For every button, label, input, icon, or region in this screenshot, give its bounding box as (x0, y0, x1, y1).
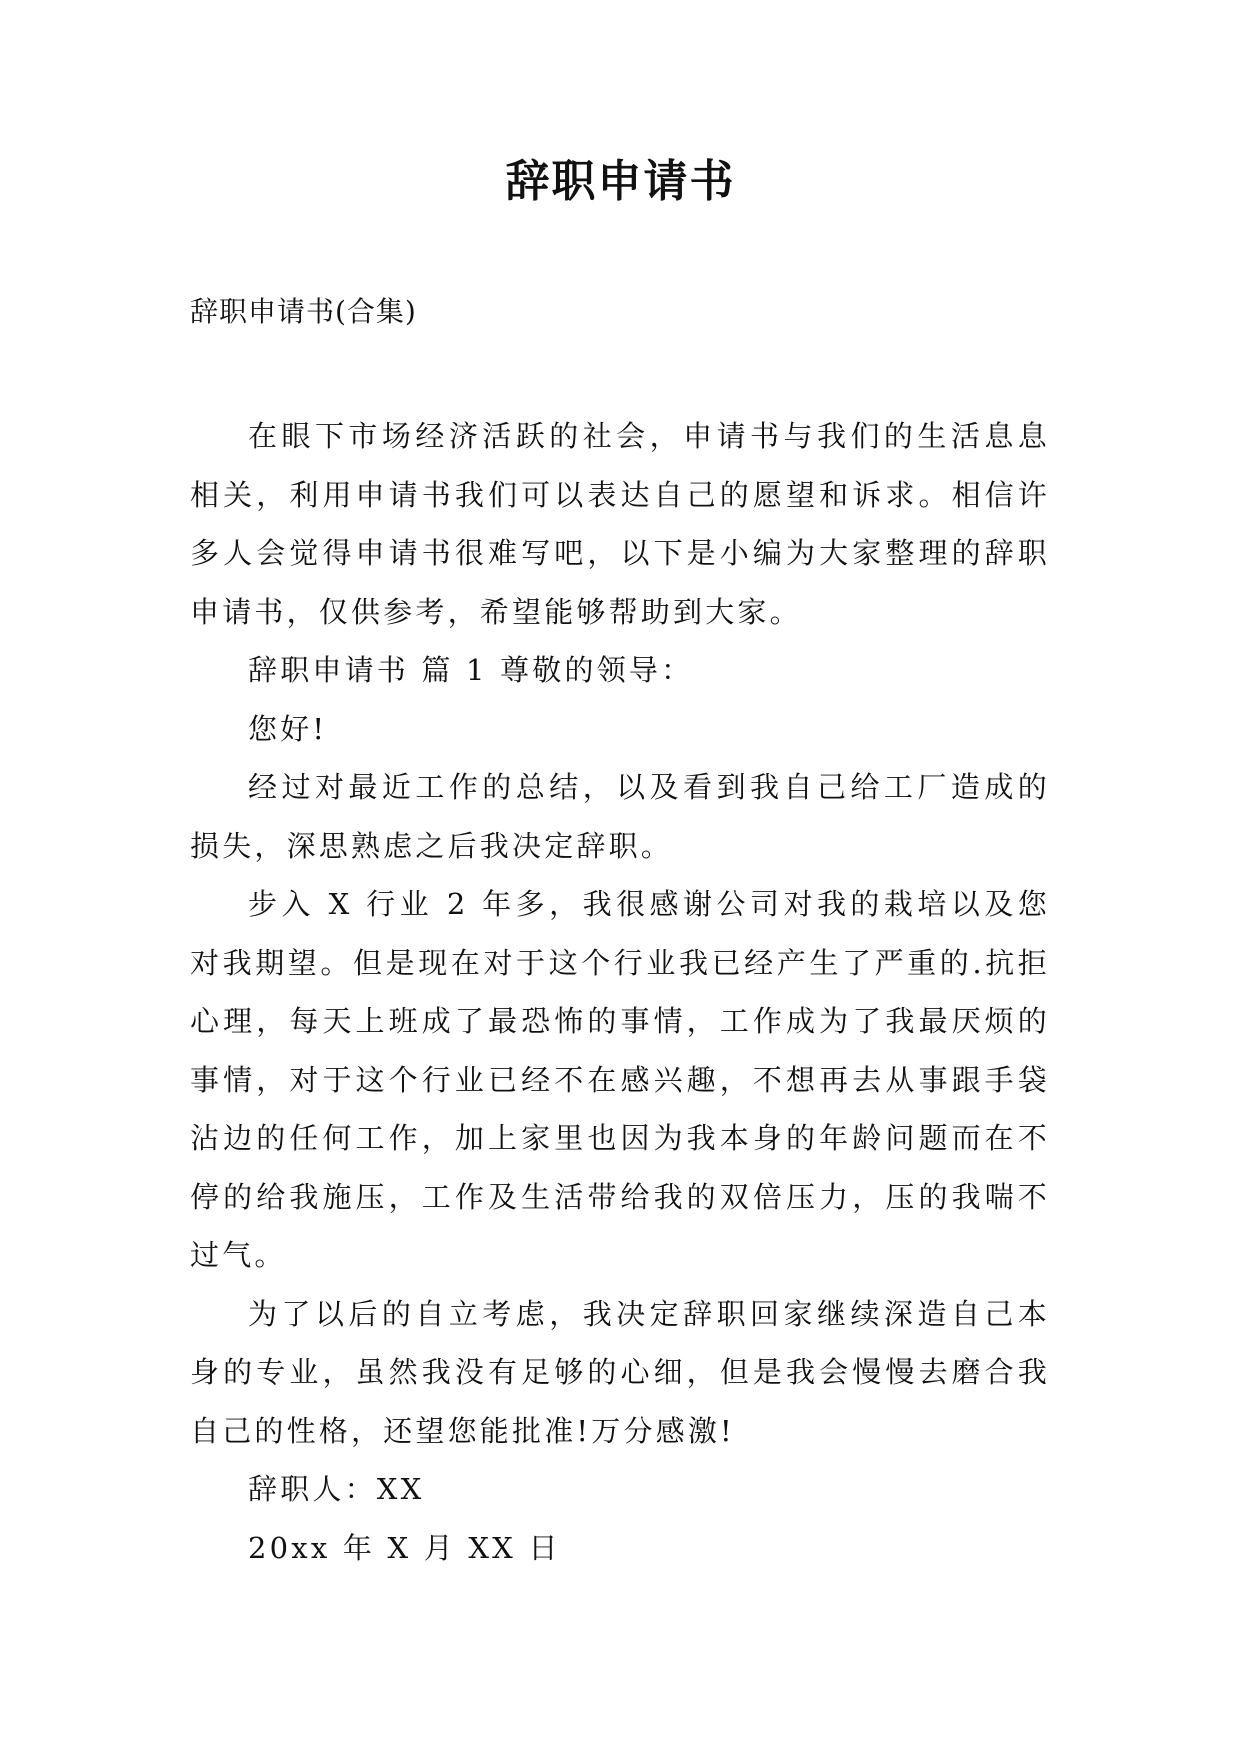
date: 20xx 年 X 月 XX 日 (248, 1530, 561, 1565)
document-title: 辞职申请书 (505, 156, 736, 207)
document-subtitle: 辞职申请书(合集) (190, 295, 417, 328)
document-body (190, 407, 1050, 1577)
body-paragraph: 为了以后的自立考虑，我决定辞职回家继续深造自己本身的专业，虽然我没有足够的心细，但是我会慢慢去磨合我自己的性格，还望您能批准!万分感激! (190, 1296, 1050, 1448)
letter-heading: 辞职申请书 篇 1 尊敬的领导： (248, 653, 694, 687)
body-paragraph: 步入 X 行业 2 年多，我很感谢公司对我的栽培以及您对我期望。但是现在对于这个行业我已经产生了严重的.抗拒心理，每天上班成了最恐怖的事情，工作成为了我最厌烦的事情，对于这个行业已经不在感兴趣，不想再去从事跟手袋沾边的任何工作，加上家里也因为我本身的年龄问题而在不停的给我施压，工作及生活带给我的双倍压力，压的我喘不过气。 (190, 887, 1050, 1272)
body-paragraph: 经过对最近工作的总结，以及看到我自己给工厂造成的损失，深思熟虑之后我决定辞职。 (190, 770, 1050, 863)
greeting: 您好! (248, 711, 328, 746)
signature: 辞职人：XX (248, 1472, 425, 1506)
intro-paragraph: 在眼下市场经济活跃的社会，申请书与我们的生活息息相关，利用申请书我们可以表达自己的愿望和诉求。相信许多人会觉得申请书很难写吧，以下是小编为大家整理的辞职申请书，仅供参考，希望能够帮助到大家。 (190, 419, 1050, 629)
